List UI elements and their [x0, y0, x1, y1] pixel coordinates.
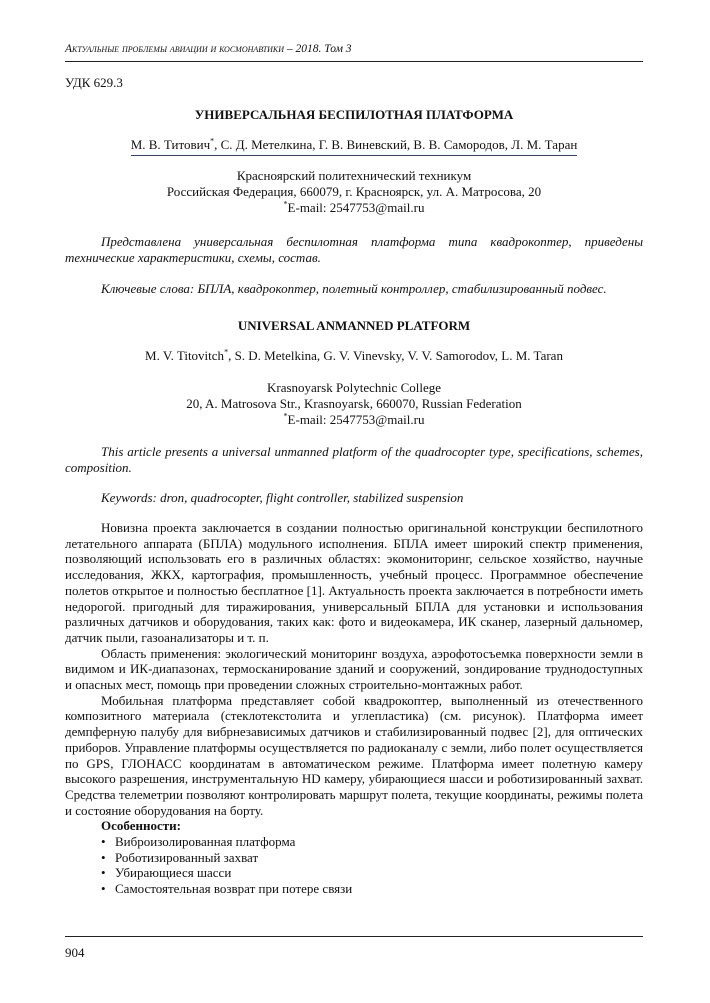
ru-institution: Красноярский политехнический техникум	[236, 168, 472, 183]
en-address: 20, A. Matrosova Str., Krasnoyarsk, 660070, Russian Federation	[186, 396, 522, 411]
features-list-item	[101, 850, 643, 866]
en-first-author: M. V. Titovitch	[145, 348, 225, 363]
ru-abstract: Представлена универсальная беспилотная платформа типа квадрокоптер, приведены технические характеристики, схемы, состав.	[65, 234, 643, 265]
bullet-icon: •	[101, 849, 106, 865]
bullet-icon: •	[101, 865, 106, 881]
ru-first-author: М. В. Титович	[130, 137, 211, 152]
ru-authors-underlined	[131, 137, 578, 156]
footer-rule	[65, 936, 643, 937]
ru-authors	[65, 137, 643, 153]
feature-text: Роботизированный захват	[115, 849, 259, 865]
en-email-line	[65, 412, 643, 428]
en-keywords: Keywords: dron, quadrocopter, flight controller, stabilized suspension	[101, 490, 464, 505]
page-number: 904	[65, 945, 85, 960]
body-paragraph: Мобильная платформа представляет собой квадрокоптер, выполненный из отечественного композитного материала (стеклотекстолита и углепластика) (см. рисунок). Платформа имеет демпферную палубу для вибрнезависимых датчиков и стабилизированный подвес [2], для оптических приборов. Управление платформы осуществляется по радиоканалу с земли, либо полет осуществляется по GPS, ГЛОНАСС координатам в автоматическом режиме. Платформа имеет полетную камеру высокого разрешения, инструментальную HD камеру, убирающиеся шасси и роботизированный захват. Средства телеметрии позволяют контролировать маршрут полета, текущие координаты, режимы полета и состояние оборудования на борту.	[65, 692, 643, 818]
ru-title: УНИВЕРСАЛЬНАЯ БЕСПИЛОТНАЯ ПЛАТФОРМА	[194, 107, 514, 122]
features-list	[65, 834, 643, 897]
ru-email: E-mail: 2547753@mail.ru	[287, 200, 425, 215]
ru-affiliation	[65, 168, 643, 216]
journal-name: Актуальные проблемы авиации и космонавтики	[65, 43, 285, 55]
feature-text: Виброизолированная платформа	[115, 834, 296, 850]
ru-author-mark: *	[210, 136, 215, 146]
bullet-icon: •	[101, 834, 106, 850]
en-email-mark: *	[283, 411, 288, 421]
en-email: E-mail: 2547753@mail.ru	[287, 412, 425, 427]
en-affiliation	[65, 380, 643, 428]
ru-other-authors: , С. Д. Метелкина, Г. В. Виневский, В. В. Самородов, Л. М. Таран	[214, 137, 578, 152]
ru-email-line	[65, 200, 643, 216]
features-list-item	[101, 865, 643, 881]
feature-text: Убирающиеся шасси	[115, 865, 232, 881]
running-head	[65, 43, 643, 55]
body-paragraph: Новизна проекта заключается в создании полностью оригинальной конструкции беспилотного летательного аппарата (БПЛА) модульного исполнения. БПЛА имеет широкий спектр применения, позволяющий использовать его в различных областях: экомониторинг, сельское хозяйство, научные исследования, ЖКХ, картография, промышленность, учебный процесс. Программное обеспечение полетов открытое и полностью бесплатное [1]. Актуальность проекта заключается в потребности иметь недорогой. пригодный для тиражирования, универсальный БПЛА для установки и использования различных датчиков и оборудования, таких как: фото и видеокамера, ИК сканер, лазерный дальномер, датчик пыли, газоанализаторы и т. п.	[65, 520, 643, 645]
en-abstract: This article presents a universal unmanned platform of the quadrocopter type, specifications, schemes, composition.	[65, 444, 643, 475]
feature-text: Самостоятельная возврат при потере связи	[115, 881, 353, 897]
features-heading: Особенности:	[101, 818, 181, 834]
en-other-authors: , S. D. Metelkina, G. V. Vinevsky, V. V. Samorodov, L. M. Taran	[228, 348, 563, 363]
body-paragraph: Область применения: экологический мониторинг воздуха, аэрофотосъемка поверхности земли в видимом и ИК-диапазонах, термосканирование зданий и сооружений, зондирование труднодоступных и опасных мест, помощь при проведении сложных строительно-монтажных работ.	[65, 645, 643, 693]
udk-code: УДК 629.3	[65, 75, 123, 90]
features-list-item	[101, 881, 643, 897]
en-author-mark: *	[224, 347, 229, 357]
ru-address: Российская Федерация, 660079, г. Красноярск, ул. А. Матросова, 20	[166, 184, 542, 199]
features-list-item	[101, 834, 643, 850]
en-authors	[65, 348, 643, 364]
journal-volume: – 2018. Том 3	[284, 43, 352, 55]
bullet-icon: •	[101, 881, 106, 897]
ru-keywords: Ключевые слова: БПЛА, квадрокоптер, полетный контроллер, стабилизированный подвес.	[101, 281, 607, 296]
body-text	[65, 520, 643, 897]
header-rule	[65, 61, 643, 62]
en-institution: Krasnoyarsk Polytechnic College	[266, 380, 441, 395]
ru-email-mark: *	[283, 199, 288, 209]
en-title: UNIVERSAL ANMANNED PLATFORM	[237, 318, 471, 333]
